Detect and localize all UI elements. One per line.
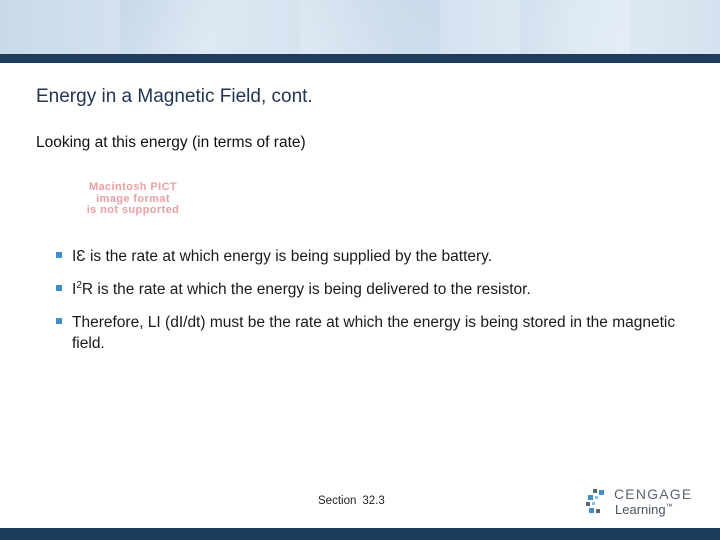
bullet-text: R is the rate at which the energy is being delivered to the resistor. — [81, 281, 531, 298]
slide-subtitle: Looking at this energy (in terms of rate) — [36, 134, 306, 151]
banner-facet — [120, 0, 210, 54]
square-bullet-icon — [56, 252, 62, 258]
logo-mark-icon — [584, 487, 612, 517]
logo-name: CENGAGE — [614, 486, 693, 502]
section-label: Section — [318, 495, 357, 507]
bullet-text: I — [72, 281, 77, 298]
footer-bar — [0, 528, 720, 540]
header-bar — [0, 54, 720, 63]
square-bullet-icon — [56, 318, 62, 324]
cengage-logo — [584, 484, 694, 520]
banner-facet — [300, 0, 440, 54]
unsupported-image-placeholder — [58, 182, 208, 218]
pict-line: is not supported — [86, 204, 180, 216]
bullet-item — [56, 279, 676, 300]
bullet-text: Therefore, LI (dI/dt) must be the rate at which the energy is being stored in the magnetic field. — [72, 314, 676, 352]
pict-line: Macintosh PICT — [88, 181, 178, 193]
bullet-item — [56, 312, 676, 354]
trademark-symbol: ™ — [665, 503, 673, 511]
slide-title: Energy in a Magnetic Field, cont. — [36, 86, 313, 107]
superscript-exponent: 2 — [76, 279, 82, 291]
bullet-item — [56, 246, 676, 267]
logo-tagline — [615, 502, 673, 517]
section-reference — [318, 495, 385, 507]
banner-facet — [520, 0, 630, 54]
header-banner — [0, 0, 720, 54]
bullet-list — [56, 246, 676, 366]
logo-tagline-text: Learning — [615, 502, 666, 517]
pict-line: image format — [96, 192, 170, 205]
section-number: 32.3 — [362, 495, 385, 507]
square-bullet-icon — [56, 285, 62, 291]
bullet-text: IƐ is the rate at which energy is being supplied by the battery. — [72, 248, 493, 265]
